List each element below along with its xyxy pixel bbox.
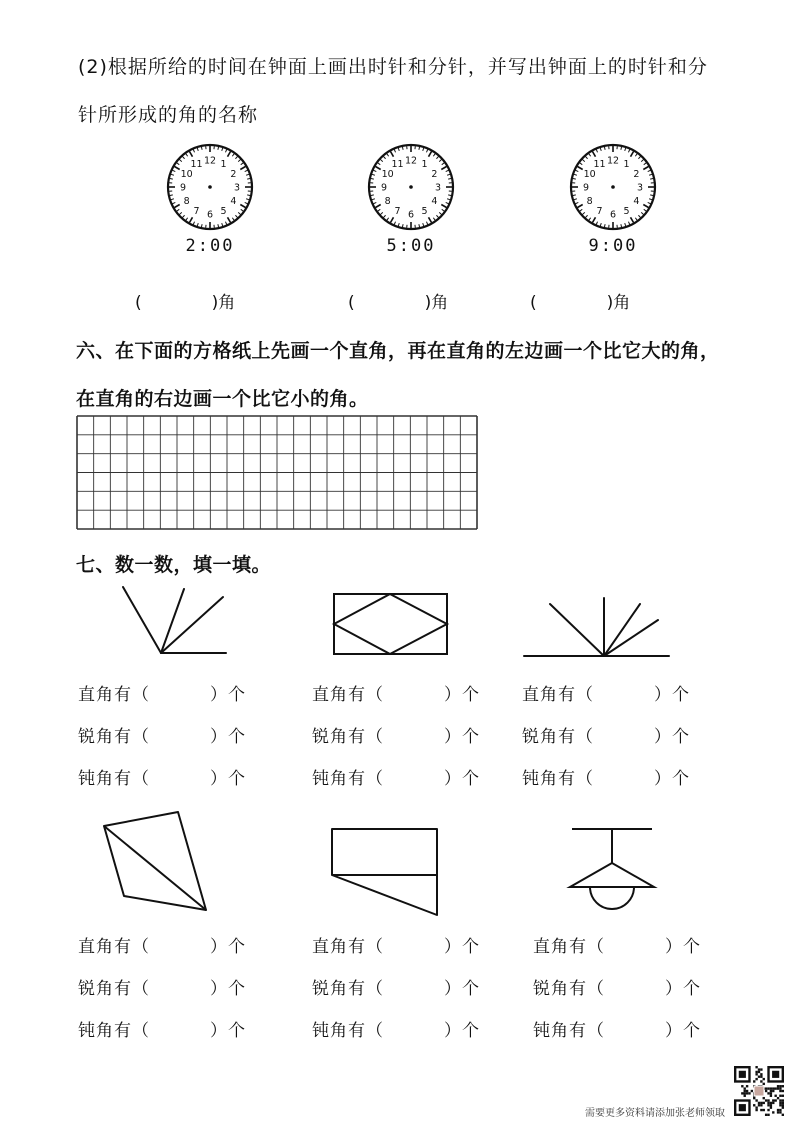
qr-module bbox=[751, 1090, 753, 1092]
qr-module bbox=[753, 1080, 755, 1082]
clock-number: 2 bbox=[633, 169, 640, 180]
qr-module bbox=[770, 1104, 772, 1106]
clock-tick bbox=[604, 224, 605, 227]
qr-module bbox=[779, 1085, 781, 1087]
count-group-6 bbox=[533, 932, 701, 1058]
qr-module bbox=[758, 1068, 760, 1070]
clock-number: 8 bbox=[183, 196, 190, 207]
clock-3 bbox=[568, 142, 658, 256]
question-2-line2: 针所形成的角的名称 bbox=[78, 104, 259, 126]
clock-tick bbox=[201, 147, 202, 150]
label-obtuse: 钝角有（ bbox=[522, 769, 594, 789]
qr-module bbox=[779, 1087, 781, 1089]
qr-module bbox=[763, 1102, 765, 1104]
count-right-3[interactable] bbox=[522, 680, 690, 722]
clock-tick bbox=[621, 147, 622, 150]
qr-module bbox=[774, 1095, 776, 1097]
qr-module bbox=[765, 1090, 767, 1092]
clock-number: 2 bbox=[431, 169, 438, 180]
clock-number: 9 bbox=[380, 182, 388, 194]
qr-module bbox=[772, 1090, 774, 1092]
qr-module bbox=[760, 1076, 762, 1078]
clock-tick bbox=[419, 224, 420, 227]
clock-center-dot bbox=[611, 185, 615, 189]
clock-number: 12 bbox=[606, 155, 620, 167]
figure-rectangle-diamond bbox=[330, 590, 450, 658]
clock-tick bbox=[201, 224, 202, 227]
qr-module bbox=[772, 1099, 774, 1101]
qr-finder-core bbox=[739, 1071, 746, 1078]
clock-number: 3 bbox=[636, 182, 644, 194]
clock-3-time: 9:00 bbox=[588, 236, 638, 256]
qr-module bbox=[767, 1099, 769, 1101]
clock-tick bbox=[371, 178, 374, 179]
label-close: ）个 bbox=[665, 979, 701, 999]
label-close: ）个 bbox=[444, 937, 480, 957]
qr-module bbox=[746, 1090, 748, 1092]
count-obtuse-2[interactable] bbox=[312, 764, 480, 806]
qr-module bbox=[746, 1085, 748, 1087]
clock-number: 9 bbox=[582, 182, 590, 194]
qr-module bbox=[779, 1099, 781, 1101]
label-close: ）个 bbox=[444, 1021, 480, 1041]
label-close: ）个 bbox=[444, 685, 480, 705]
label-right: 直角有（ bbox=[522, 685, 594, 705]
qr-module bbox=[760, 1104, 762, 1106]
qr-module bbox=[763, 1078, 765, 1080]
answer-open: ( bbox=[348, 293, 355, 313]
clock-tick bbox=[419, 147, 420, 150]
clock-center-dot bbox=[409, 185, 413, 189]
count-group-5 bbox=[312, 932, 480, 1058]
qr-module bbox=[770, 1106, 772, 1108]
clock-tick bbox=[402, 224, 403, 227]
clock-number: 10 bbox=[180, 169, 193, 180]
clock-center-dot bbox=[208, 185, 212, 189]
clock-number: 12 bbox=[203, 155, 217, 167]
label-close: ）个 bbox=[210, 979, 246, 999]
label-acute: 锐角有（ bbox=[78, 979, 150, 999]
label-right: 直角有（ bbox=[312, 685, 384, 705]
clock-number: 6 bbox=[609, 209, 617, 221]
clock-number: 5 bbox=[421, 205, 428, 217]
qr-module bbox=[760, 1080, 762, 1082]
label-close: ）个 bbox=[654, 685, 690, 705]
clock-tick bbox=[247, 178, 250, 179]
label-close: ）个 bbox=[444, 727, 480, 747]
count-right-6[interactable] bbox=[533, 932, 701, 974]
clock-tick bbox=[170, 195, 173, 196]
qr-module bbox=[779, 1104, 781, 1106]
figure-hanging-lamp bbox=[566, 825, 658, 925]
qr-module bbox=[782, 1104, 784, 1106]
qr-module bbox=[779, 1111, 781, 1113]
qr-module bbox=[770, 1087, 772, 1089]
label-close: ）个 bbox=[210, 1021, 246, 1041]
count-acute-1[interactable] bbox=[78, 722, 246, 764]
clock-tick bbox=[371, 195, 374, 196]
qr-module bbox=[741, 1092, 743, 1094]
qr-module bbox=[777, 1087, 779, 1089]
qr-module bbox=[758, 1104, 760, 1106]
label-obtuse: 钝角有（ bbox=[78, 769, 150, 789]
clock-number: 1 bbox=[220, 159, 227, 171]
angle-answer-3[interactable] bbox=[530, 288, 630, 313]
label-obtuse: 钝角有（ bbox=[312, 769, 384, 789]
qr-module bbox=[782, 1106, 784, 1108]
label-close: ）个 bbox=[665, 1021, 701, 1041]
label-close: ）个 bbox=[665, 937, 701, 957]
clock-number: 9 bbox=[179, 182, 187, 194]
clock-number: 11 bbox=[190, 159, 203, 171]
qr-module bbox=[782, 1099, 784, 1101]
qr-finder-core bbox=[739, 1104, 746, 1111]
clock-2-face[interactable] bbox=[366, 142, 456, 232]
clock-number: 10 bbox=[583, 169, 596, 180]
count-right-5[interactable] bbox=[312, 932, 480, 974]
label-close: ）个 bbox=[444, 769, 480, 789]
qr-module bbox=[744, 1090, 746, 1092]
count-right-1[interactable] bbox=[78, 680, 246, 722]
clock-2 bbox=[366, 142, 456, 256]
qr-module bbox=[755, 1073, 757, 1075]
count-right-2[interactable] bbox=[312, 680, 480, 722]
clock-tick bbox=[247, 195, 250, 196]
footer-text: 需要更多资料请添加张老师领取 bbox=[585, 1108, 725, 1119]
label-close: ）个 bbox=[654, 727, 690, 747]
qr-module bbox=[744, 1087, 746, 1089]
qr-module bbox=[779, 1090, 781, 1092]
count-obtuse-3[interactable] bbox=[522, 764, 690, 806]
label-acute: 锐角有（ bbox=[312, 727, 384, 747]
clock-tick bbox=[621, 224, 622, 227]
count-obtuse-5[interactable] bbox=[312, 1016, 480, 1058]
count-acute-4[interactable] bbox=[78, 974, 246, 1016]
label-close: ）个 bbox=[210, 727, 246, 747]
label-obtuse: 钝角有（ bbox=[312, 1021, 384, 1041]
count-acute-6[interactable] bbox=[533, 974, 701, 1016]
clock-number: 4 bbox=[633, 196, 640, 207]
qr-module bbox=[770, 1090, 772, 1092]
count-group-2 bbox=[312, 680, 480, 806]
clock-1-time: 2:00 bbox=[185, 236, 235, 256]
figure-kite bbox=[100, 808, 212, 914]
qr-module bbox=[755, 1071, 757, 1073]
count-acute-2[interactable] bbox=[312, 722, 480, 764]
label-close: ）个 bbox=[444, 979, 480, 999]
clock-number: 1 bbox=[421, 159, 428, 171]
label-acute: 锐角有（ bbox=[533, 979, 605, 999]
qr-module bbox=[777, 1109, 779, 1111]
qr-avatar bbox=[754, 1086, 764, 1096]
clock-tick bbox=[218, 147, 219, 150]
qr-module bbox=[782, 1102, 784, 1104]
label-obtuse: 钝角有（ bbox=[78, 1021, 150, 1041]
qr-module bbox=[767, 1114, 769, 1116]
clock-number: 3 bbox=[233, 182, 241, 194]
label-acute: 锐角有（ bbox=[312, 979, 384, 999]
qr-module bbox=[763, 1083, 765, 1085]
qr-module bbox=[782, 1085, 784, 1087]
qr-module bbox=[760, 1073, 762, 1075]
qr-module bbox=[760, 1109, 762, 1111]
count-obtuse-1[interactable] bbox=[78, 764, 246, 806]
clock-number: 8 bbox=[586, 196, 593, 207]
clock-number: 6 bbox=[206, 209, 214, 221]
section-6-line2: 在直角的右边画一个比它小的角。 bbox=[76, 388, 369, 410]
count-right-4[interactable] bbox=[78, 932, 246, 974]
qr-module bbox=[765, 1114, 767, 1116]
answer-close: )角 bbox=[606, 293, 631, 313]
section-7-title: 七、数一数，填一填。 bbox=[76, 554, 272, 576]
clock-tick bbox=[448, 195, 451, 196]
clock-number: 1 bbox=[623, 159, 630, 171]
clock-2-time: 5:00 bbox=[386, 236, 436, 256]
label-right: 直角有（ bbox=[78, 937, 150, 957]
qr-module bbox=[770, 1092, 772, 1094]
clock-number: 4 bbox=[431, 196, 438, 207]
qr-module bbox=[763, 1097, 765, 1099]
qr-module bbox=[760, 1102, 762, 1104]
qr-module bbox=[772, 1087, 774, 1089]
figure-rays-baseline bbox=[522, 598, 672, 662]
clock-tick bbox=[170, 178, 173, 179]
label-close: ）个 bbox=[654, 769, 690, 789]
answer-open: ( bbox=[530, 293, 537, 313]
clock-1-face[interactable] bbox=[165, 142, 255, 232]
count-acute-5[interactable] bbox=[312, 974, 480, 1016]
clock-3-face[interactable] bbox=[568, 142, 658, 232]
qr-module bbox=[744, 1092, 746, 1094]
count-obtuse-4[interactable] bbox=[78, 1016, 246, 1058]
qr-module bbox=[767, 1087, 769, 1089]
label-right: 直角有（ bbox=[312, 937, 384, 957]
figure-fan-lines bbox=[118, 585, 228, 657]
label-close: ）个 bbox=[210, 685, 246, 705]
qr-module bbox=[760, 1068, 762, 1070]
qr-module bbox=[779, 1109, 781, 1111]
qr-module bbox=[755, 1109, 757, 1111]
clock-number: 8 bbox=[384, 196, 391, 207]
clock-number: 12 bbox=[404, 155, 418, 167]
clock-tick bbox=[218, 224, 219, 227]
qr-module bbox=[774, 1087, 776, 1089]
clock-tick bbox=[448, 178, 451, 179]
clock-number: 5 bbox=[220, 205, 227, 217]
qr-module bbox=[746, 1092, 748, 1094]
label-right: 直角有（ bbox=[78, 685, 150, 705]
qr-module bbox=[755, 1099, 757, 1101]
clock-number: 11 bbox=[391, 159, 404, 171]
qr-module bbox=[772, 1111, 774, 1113]
qr-module bbox=[744, 1095, 746, 1097]
clock-number: 7 bbox=[596, 205, 603, 217]
clock-number: 5 bbox=[623, 205, 630, 217]
clock-number: 6 bbox=[407, 209, 415, 221]
qr-module bbox=[755, 1078, 757, 1080]
qr-module bbox=[755, 1106, 757, 1108]
qr-module bbox=[779, 1102, 781, 1104]
count-obtuse-6[interactable] bbox=[533, 1016, 701, 1058]
label-close: ）个 bbox=[210, 937, 246, 957]
qr-module bbox=[758, 1102, 760, 1104]
clock-tick bbox=[604, 147, 605, 150]
clock-tick bbox=[650, 195, 653, 196]
qr-module bbox=[765, 1099, 767, 1101]
qr-module bbox=[767, 1109, 769, 1111]
qr-code-icon bbox=[734, 1066, 784, 1116]
label-right: 直角有（ bbox=[533, 937, 605, 957]
qr-module bbox=[755, 1066, 757, 1068]
clock-tick bbox=[573, 195, 576, 196]
square-grid-paper[interactable] bbox=[76, 415, 478, 530]
label-obtuse: 钝角有（ bbox=[533, 1021, 605, 1041]
answer-close: )角 bbox=[211, 293, 236, 313]
clock-tick bbox=[573, 178, 576, 179]
qr-module bbox=[777, 1111, 779, 1113]
count-group-3 bbox=[522, 680, 690, 806]
answer-open: ( bbox=[135, 293, 142, 313]
clock-number: 4 bbox=[230, 196, 237, 207]
label-acute: 锐角有（ bbox=[522, 727, 594, 747]
section-6-line1: 六、在下面的方格纸上先画一个直角，再在直角的左边画一个比它大的角， bbox=[76, 340, 720, 362]
clock-tick bbox=[650, 178, 653, 179]
clock-number: 2 bbox=[230, 169, 237, 180]
qr-module bbox=[753, 1104, 755, 1106]
qr-module bbox=[782, 1095, 784, 1097]
qr-module bbox=[777, 1097, 779, 1099]
clock-number: 3 bbox=[434, 182, 442, 194]
figure-rectangle-triangle bbox=[328, 825, 443, 920]
clock-tick bbox=[402, 147, 403, 150]
qr-module bbox=[774, 1099, 776, 1101]
count-acute-3[interactable] bbox=[522, 722, 690, 764]
qr-finder-core bbox=[772, 1071, 779, 1078]
clock-number: 11 bbox=[593, 159, 606, 171]
qr-module bbox=[770, 1095, 772, 1097]
answer-close: )角 bbox=[424, 293, 449, 313]
qr-module bbox=[767, 1092, 769, 1094]
qr-module bbox=[770, 1102, 772, 1104]
qr-module bbox=[772, 1102, 774, 1104]
question-2-line1: (2)根据所给的时间在钟面上画出时针和分针，并写出钟面上的时针和分 bbox=[78, 56, 708, 78]
label-close: ）个 bbox=[210, 769, 246, 789]
qr-module bbox=[782, 1090, 784, 1092]
clock-1 bbox=[165, 142, 255, 256]
angle-answer-1[interactable] bbox=[135, 288, 235, 313]
qr-module bbox=[748, 1092, 750, 1094]
count-group-4 bbox=[78, 932, 246, 1058]
qr-module bbox=[763, 1109, 765, 1111]
qr-module bbox=[741, 1085, 743, 1087]
qr-module bbox=[767, 1104, 769, 1106]
qr-module bbox=[782, 1114, 784, 1116]
qr-module bbox=[779, 1095, 781, 1097]
qr-module bbox=[753, 1097, 755, 1099]
qr-module bbox=[765, 1087, 767, 1089]
clock-number: 7 bbox=[193, 205, 200, 217]
qr-module bbox=[758, 1071, 760, 1073]
qr-module bbox=[767, 1102, 769, 1104]
qr-module bbox=[758, 1076, 760, 1078]
clock-number: 10 bbox=[381, 169, 394, 180]
qr-module bbox=[777, 1085, 779, 1087]
angle-answer-2[interactable] bbox=[348, 288, 448, 313]
count-group-1 bbox=[78, 680, 246, 806]
clock-number: 7 bbox=[394, 205, 401, 217]
label-acute: 锐角有（ bbox=[78, 727, 150, 747]
